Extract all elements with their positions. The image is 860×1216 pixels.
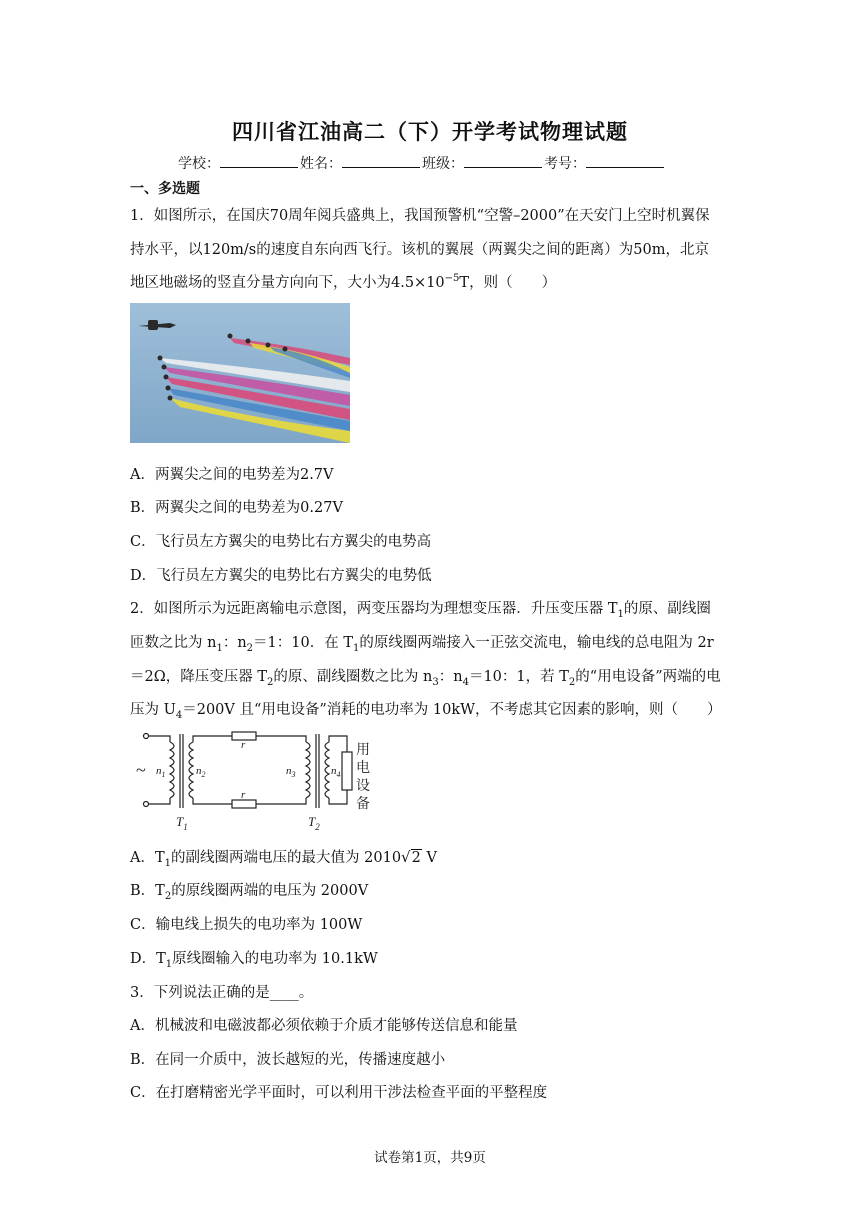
svg-text:r: r [241, 739, 246, 751]
q2-option-b[interactable]: B．$T_2$的原线圈两端的电压为 2000V [130, 883, 369, 902]
page-footer: 试卷第1页，共9页 [374, 1150, 486, 1166]
q3-option-a[interactable]: A．机械波和电磁波都必须依赖于介质才能够传送信息和能量 [130, 1018, 518, 1034]
svg-text:备: 备 [356, 796, 370, 812]
svg-text:n3: $n_3$ [286, 765, 296, 779]
q1-option-a[interactable]: A．两翼尖之间的电势差为2.7V [130, 467, 334, 483]
svg-text:n4: $n_4$ [331, 765, 341, 779]
q2-line2: 匝数之比为 $n_1$：$n_2=1$：10．在 $T_1$的原线圈两端接入一正弦交流电，输电线的总电阻为 2r [130, 635, 714, 654]
svg-text:电: 电 [356, 760, 370, 776]
svg-text:T2: $T_2$ [308, 814, 320, 832]
q3-option-b[interactable]: B．在同一介质中，波长越短的光，传播速度越小 [130, 1052, 446, 1068]
ac-source-icon: ~ [136, 760, 146, 780]
svg-text:n1: $n_1$ [156, 765, 166, 779]
svg-text:T1: $T_1$ [176, 814, 188, 832]
name-blank[interactable] [342, 154, 420, 168]
svg-text:r: r [241, 789, 246, 801]
class-blank[interactable] [464, 154, 542, 168]
student-info-line [178, 153, 666, 173]
exam-no-blank[interactable] [586, 154, 664, 168]
q3-stem: 3．下列说法正确的是____。 [130, 985, 314, 1001]
q1-line1: 1．如图所示，在国庆70周年阅兵盛典上，我国预警机“空警–2000”在天安门上空时机翼保 [130, 208, 710, 224]
exam-no-label: 考号： [544, 156, 586, 172]
q2-line3: ＝2Ω，降压变压器 $T_2$的原、副线圈数之比为 $n_3$：$n_4=10$：1，若 $T_2$的“用电设备”两端的电 [130, 669, 721, 688]
class-label: 班级： [422, 156, 464, 172]
svg-text:设: 设 [356, 778, 370, 794]
section-title: 一、多选题 [130, 181, 200, 197]
q2-line4: 压为 $U_4=200V$ 且“用电设备”消耗的电功率为 10kW，不考虑其它因素的影响，则（ ） [130, 702, 722, 721]
q3-option-c[interactable]: C．在打磨精密光学平面时，可以利用干涉法检查平面的平整程度 [130, 1085, 548, 1101]
q1-line3: 地区地磁场的竖直分量方向向下，大小为$4.5\times 10^{-5}T$，则（ ） [130, 273, 557, 291]
q2-line1: 2．如图所示为远距离输电示意图，两变压器均为理想变压器．升压变压器 $T_1$的原、副线圈 [130, 601, 711, 620]
q2-option-d[interactable]: D．$T_1$原线圈输入的电功率为 10.1kW [130, 951, 378, 970]
q2-option-a[interactable]: A．$T_1$的副线圈两端电压的最大值为 2010√2 V [130, 848, 437, 869]
q1-option-c[interactable]: C．飞行员左方翼尖的电势比右方翼尖的电势高 [130, 534, 432, 550]
school-label: 学校： [178, 156, 220, 172]
q1-option-d[interactable]: D．飞行员左方翼尖的电势比右方翼尖的电势低 [130, 568, 432, 584]
airshow-photo [130, 303, 350, 443]
q1-option-b[interactable]: B．两翼尖之间的电势差为0.27V [130, 500, 343, 516]
school-blank[interactable] [220, 154, 298, 168]
svg-text:用: 用 [356, 742, 370, 758]
name-label: 姓名： [300, 156, 342, 172]
q1-line2: 持水平，以120m/s的速度自东向西飞行。该机的翼展（两翼尖之间的距离）为50m，北京 [130, 242, 709, 258]
transmission-circuit-diagram [136, 728, 376, 834]
sqrt-symbol: √2 [401, 848, 421, 866]
page-title: 四川省江油高二（下）开学考试物理试题 [232, 119, 628, 144]
svg-text:n2: $n_2$ [196, 765, 206, 779]
q2-option-c[interactable]: C．输电线上损失的电功率为 100W [130, 917, 363, 933]
